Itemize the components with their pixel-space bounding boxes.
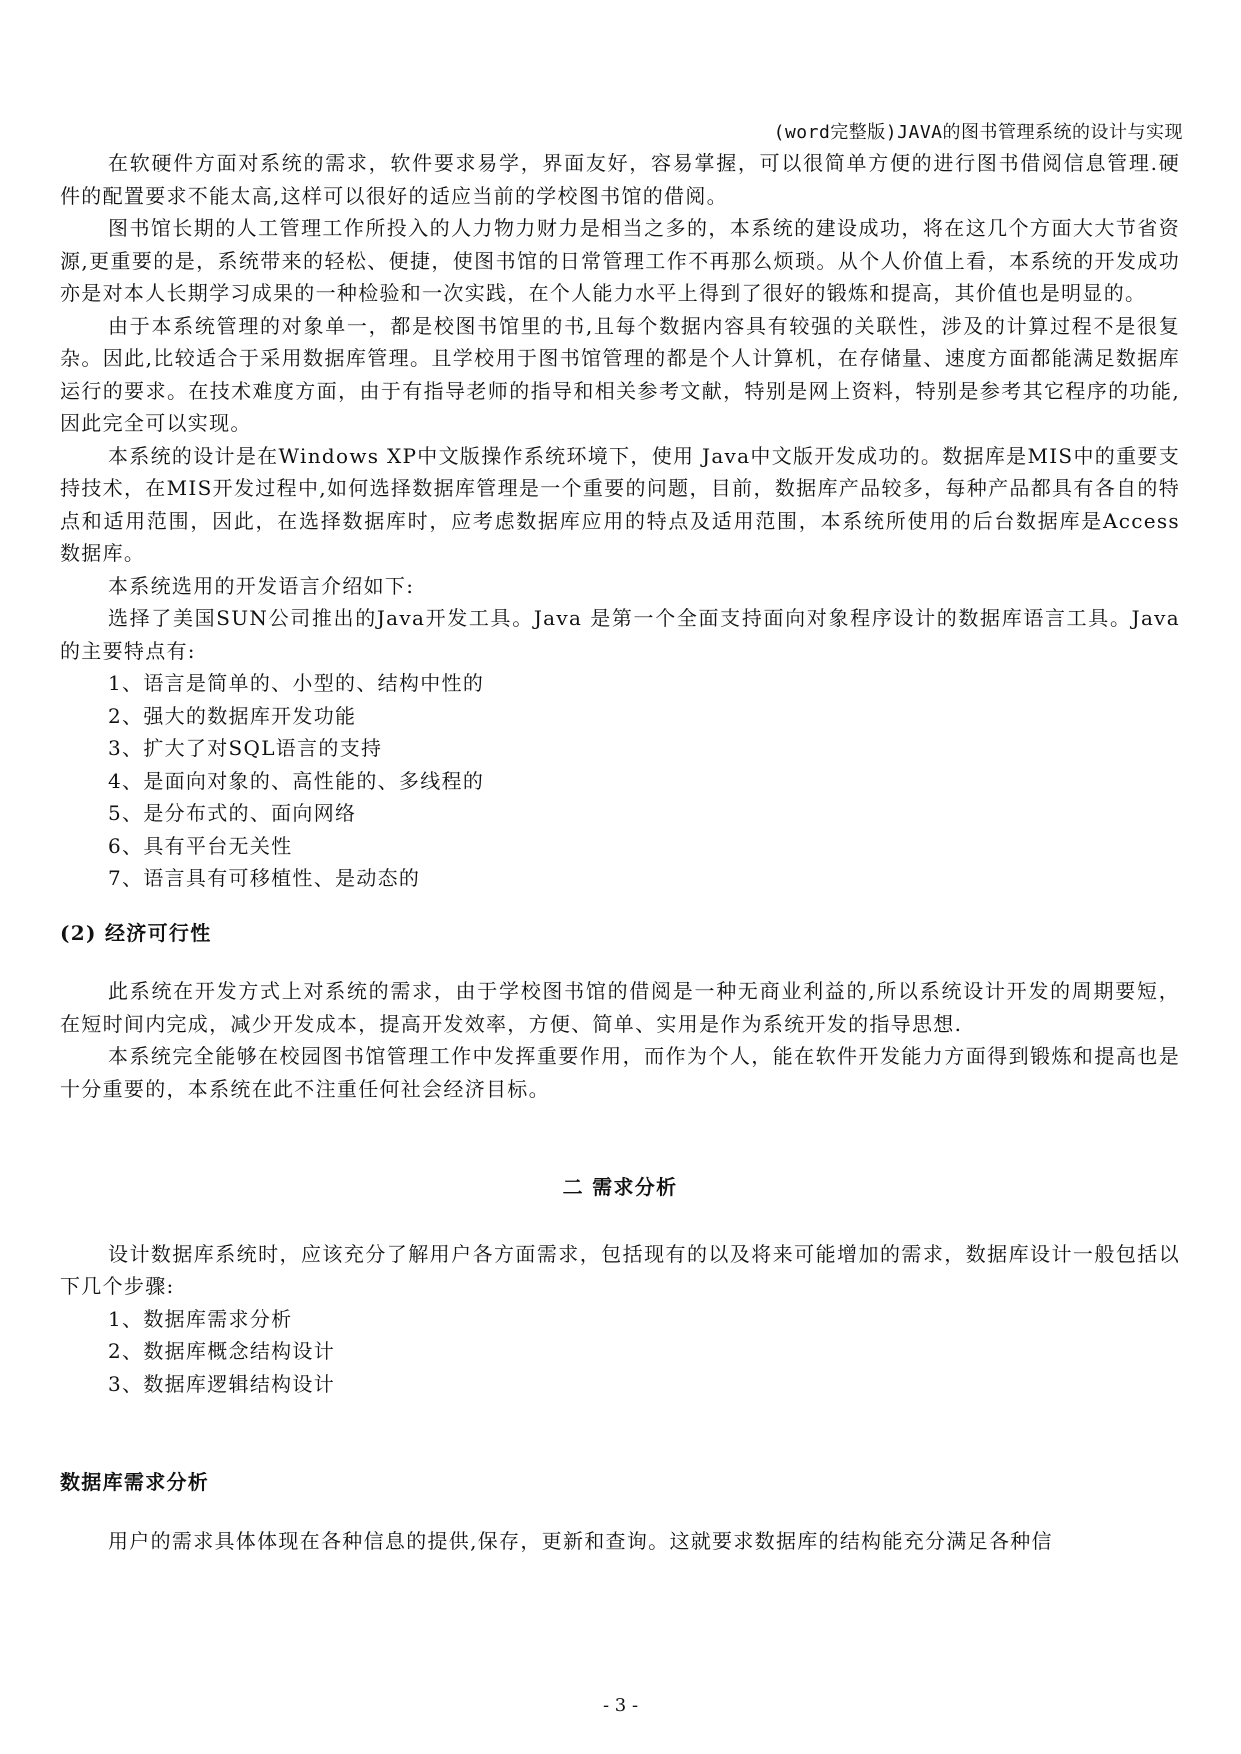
- step-list-item: 2、数据库概念结构设计: [108, 1339, 336, 1363]
- paragraph: 在软硬件方面对系统的需求，软件要求易学，界面友好，容易掌握，可以很简单方便的进行图书借阅信息管理.硬件的配置要求不能太高,这样可以很好的适应当前的学校图书馆的借阅。: [60, 151, 1180, 208]
- feature-list-item: 6、具有平台无关性: [108, 833, 293, 858]
- step-list-item: 1、数据库需求分析: [108, 1306, 293, 1331]
- feature-list-item: 7、语言具有可移植性、是动态的: [108, 866, 421, 890]
- paragraph: 此系统在开发方式上对系统的需求，由于学校图书馆的借阅是一种无商业利益的,所以系统设计开发的周期要短，在短时间内完成，减少开发成本，提高开发效率，方便、简单、实用是作为系统开发的指导思想.: [60, 979, 1180, 1036]
- paragraph: 由于本系统管理的对象单一，都是校图书馆里的书,且每个数据内容具有较强的关联性，涉及的计算过程不是很复杂。因此,比较适合于采用数据库管理。且学校用于图书馆管理的都是个人计算机，在存储量、速度方面都能满足数据库运行的要求。在技术难度方面，由于有指导老师的指导和相关参考文献，特别是网上资料，特别是参考其它程序的功能,因此完全可以实现。: [60, 313, 1180, 435]
- page-number: - 3 -: [602, 1695, 639, 1716]
- feature-list-item: 1、语言是简单的、小型的、结构中性的: [108, 671, 485, 695]
- step-list-item: 3、数据库逻辑结构设计: [108, 1371, 336, 1396]
- paragraph: 图书馆长期的人工管理工作所投入的人力物力财力是相当之多的，本系统的建设成功，将在这几个方面大大节省资源,更重要的是，系统带来的轻松、便捷，使图书馆的日常管理工作不再那么烦琐。从个人价值上看，本系统的开发成功亦是对本人长期学习成果的一种检验和一次实践，在个人能力水平上得到了很好的锻炼和提高，其价值也是明显的。: [60, 216, 1180, 305]
- page-header: (word完整版)JAVA的图书管理系统的设计与实现: [773, 122, 1183, 143]
- paragraph: 本系统完全能够在校园图书馆管理工作中发挥重要作用，而作为个人，能在软件开发能力方面得到锻炼和提高也是十分重要的，本系统在此不注重任何社会经济目标。: [60, 1044, 1180, 1101]
- paragraph: 用户的需求具体体现在各种信息的提供,保存，更新和查询。这就要求数据库的结构能充分满足各种信: [108, 1528, 1053, 1553]
- feature-list-item: 2、强大的数据库开发功能: [108, 703, 357, 728]
- paragraph: 本系统选用的开发语言介绍如下:: [108, 573, 415, 598]
- feature-list-item: 3、扩大了对SQL语言的支持: [108, 736, 383, 760]
- chapter-title: 二 需求分析: [562, 1175, 678, 1199]
- document-body: [60, 147, 1180, 1557]
- feature-list-item: 4、是面向对象的、高性能的、多线程的: [108, 768, 485, 793]
- section-heading-economic: (2) 经济可行性: [60, 920, 212, 945]
- paragraph: 本系统的设计是在Windows XP中文版操作系统环境下，使用 Java中文版开发成功的。数据库是MIS中的重要支持技术，在MIS开发过程中,如何选择数据库管理是一个重要的问题，目前，数据库产品较多，每种产品都具有各自的特点和适用范围，因此，在选择数据库时，应考虑数据库应用的特点及适用范围，本系统所使用的后台数据库是Access数据库。: [60, 443, 1180, 565]
- paragraph: 设计数据库系统时，应该充分了解用户各方面需求，包括现有的以及将来可能增加的需求，数据库设计一般包括以下几个步骤:: [60, 1241, 1180, 1298]
- section-heading-db: 数据库需求分析: [60, 1470, 210, 1494]
- feature-list-item: 5、是分布式的、面向网络: [108, 801, 357, 825]
- paragraph: 选择了美国SUN公司推出的Java开发工具。Java 是第一个全面支持面向对象程序设计的数据库语言工具。Java的主要特点有:: [60, 606, 1180, 663]
